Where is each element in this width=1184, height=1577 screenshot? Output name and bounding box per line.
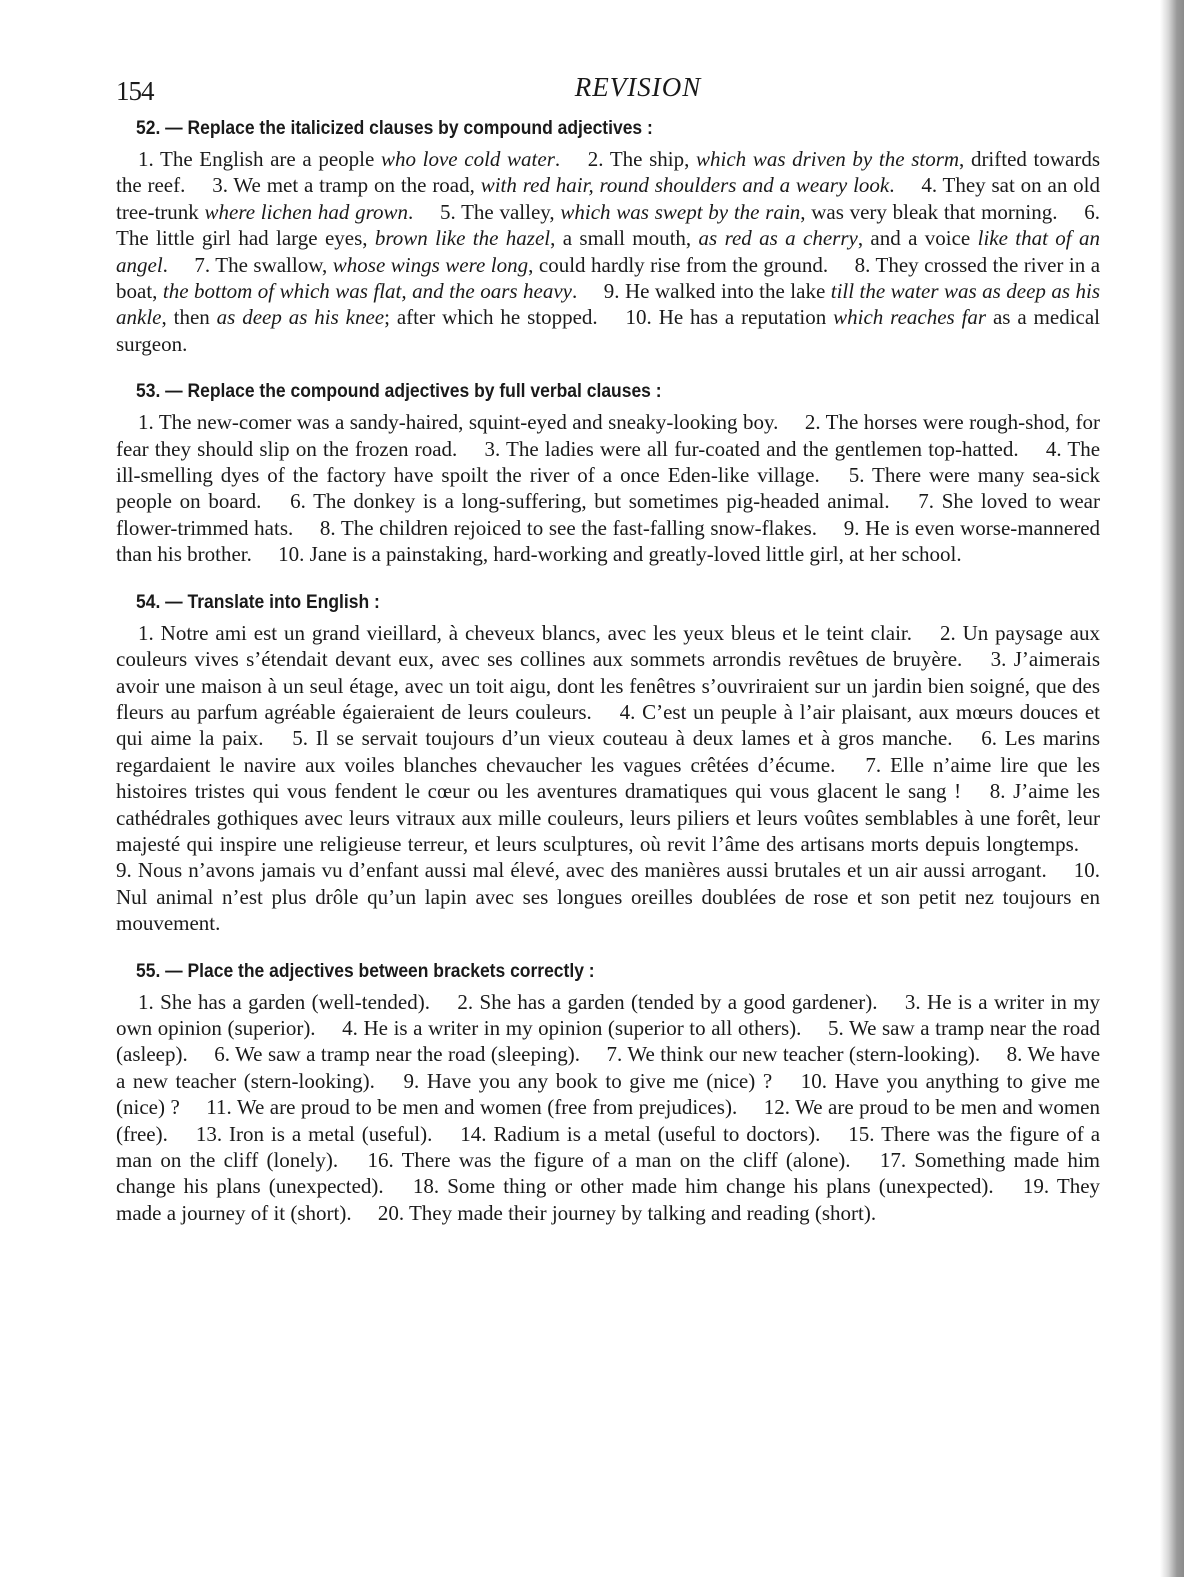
item-number: 7. (194, 252, 216, 277)
exercise-item (214, 1042, 580, 1066)
item-number: 4. (342, 1015, 364, 1040)
italic-clause: till the water was as deep as his ankle (116, 279, 1101, 330)
exercise-item (278, 542, 961, 566)
item-text: J’aimerais avoir une maison à un seul étage, avec un toit aigu, dont les fenêtres s’ouvriraient sur un jardin bien soigné, que des fleurs au parfum agréable égaieraient de leurs couleurs. (116, 647, 1100, 724)
item-number: 6. (214, 1042, 236, 1067)
item-number: 1. (138, 410, 159, 435)
item-number: 2. (457, 989, 480, 1014)
running-title: REVISION (574, 72, 702, 102)
item-number: 1. (138, 989, 161, 1014)
item-text: as a medical surgeon. (116, 305, 1101, 356)
item-number: 15. (848, 1121, 882, 1146)
exercise-instruction: Place the adjectives between brackets correctly : (187, 960, 595, 982)
exercise-item (116, 858, 1047, 882)
item-number: 10. (278, 542, 310, 567)
item-text: , a small mouth, (550, 226, 699, 251)
item-text: They made a journey of it (short). (116, 1174, 1101, 1225)
item-text: . (889, 173, 895, 198)
exercise-body (116, 146, 1100, 357)
exercise-body (116, 989, 1100, 1227)
italic-clause: as deep as his knee (216, 305, 385, 330)
exercise-item (413, 1174, 994, 1198)
item-text: She has a garden (well-tended). (160, 989, 430, 1014)
item-text: There was the figure of a man on the cliff (alone). (401, 1148, 851, 1172)
exercise-item (367, 1148, 850, 1172)
item-text: , and a voice (857, 226, 978, 251)
exercise-item (206, 1095, 737, 1119)
exercise-54 (116, 592, 1100, 937)
exercise-item (138, 990, 430, 1014)
exercise-number: 53. (136, 381, 161, 403)
item-number: 2. (587, 147, 610, 171)
item-text: We saw a tramp near the road (asleep). (116, 1015, 1101, 1067)
item-text: Jane is a painstaking, hard-working and greatly-loved little girl, at her school. (309, 542, 962, 567)
item-text: We think our new teacher (stern-looking). (627, 1042, 981, 1067)
item-text: , drifted towards the reef. (116, 147, 1101, 198)
item-number: 20. (377, 1200, 409, 1225)
exercise-item (460, 1122, 820, 1146)
item-text: The valley, (461, 199, 561, 224)
italic-clause: which was swept by the rain (560, 199, 801, 224)
item-number: 3. (990, 647, 1014, 672)
exercise-number: 54. (136, 591, 161, 613)
item-text: J’aime les cathédrales gothiques avec leurs vitraux aux mille couleurs, leurs piliers et leurs voûtes semblables à une forêt, leur majesté qui inspire une religieuse terreur, et leurs sculptures, où revit l’âme des artisans morts depuis longtemps. (116, 779, 1101, 856)
italic-clause: which reaches far (833, 305, 987, 330)
exercise-number: 52. (136, 118, 161, 139)
item-text: They crossed the river in a boat, (116, 252, 1101, 304)
exercise-53 (116, 381, 1100, 567)
item-text: Something made him change his plans (unexpected). (116, 1148, 1101, 1199)
item-number: 2. (804, 410, 826, 435)
item-text: We saw a tramp near the road (sleeping). (235, 1042, 581, 1067)
item-number: 8. (1006, 1042, 1028, 1067)
item-text: They made their journey by talking and reading (short). (408, 1200, 877, 1225)
italic-clause: where lichen had grown (204, 199, 408, 224)
item-number: 5. (292, 726, 316, 751)
item-text: The children rejoiced to see the fast-falling snow-flakes. (340, 515, 818, 540)
item-text: The horses were rough-shod, for fear they should slip on the frozen road. (116, 410, 1100, 461)
exercise-item (484, 437, 1018, 461)
exercise-body (116, 409, 1100, 567)
exercise-item (607, 1042, 981, 1066)
item-number: 4. (921, 173, 943, 198)
italic-clause: like that of an angel (116, 226, 1100, 277)
item-text: Nul animal n’est plus drôle qu’un lapin avec ses longues oreilles doublées de rose et son petit nez toujours en mouvement. (116, 884, 1100, 936)
item-number: 17. (879, 1148, 915, 1172)
exercise-heading (136, 961, 1023, 983)
dash: — (165, 591, 183, 613)
dash: — (165, 960, 183, 982)
item-text: We are proud to be men and women (free). (116, 1095, 1100, 1146)
item-number: 19. (1022, 1174, 1057, 1199)
item-number: 6. (290, 489, 314, 514)
item-text: She has a garden (tended by a good gardener). (479, 989, 878, 1014)
exercise-heading (136, 381, 1023, 403)
item-number: 4. (619, 699, 643, 724)
item-text: They sat on an old tree-trunk (116, 173, 1100, 224)
item-text: He walked into the lake (624, 279, 831, 304)
item-text: The ill-smelling dyes of the factory have spoilt the river of a once Eden-like village. (116, 436, 1101, 488)
item-number: 3. (484, 436, 507, 461)
exercise-item (196, 1122, 433, 1146)
item-text: Have you any book to give me (nice) ? (426, 1068, 773, 1093)
item-number: 1. (138, 620, 161, 645)
item-text: ; after which he stopped. (384, 305, 598, 330)
item-number: 10. (800, 1068, 835, 1093)
item-number: 5. (827, 1015, 849, 1040)
item-number: 11. (206, 1095, 237, 1120)
item-number: 9. (843, 515, 866, 540)
item-text: He is even worse-mannered than his brother. (116, 515, 1101, 567)
item-text: We met a tramp on the road, (233, 173, 481, 198)
item-number: 10. (1073, 858, 1101, 883)
item-number: 8. (854, 252, 876, 277)
italic-clause: the bottom of which was flat, and the oars heavy (162, 279, 572, 304)
item-number: 6. (1084, 199, 1100, 224)
item-number: 14. (460, 1121, 494, 1146)
item-text: . (162, 252, 168, 277)
exercise-55 (116, 961, 1100, 1227)
exercise-item (212, 173, 894, 197)
item-text: . (571, 279, 578, 304)
item-text: We have a new teacher (stern-looking). (116, 1042, 1101, 1093)
item-text: We are proud to be men and women (free from prejudices). (236, 1095, 738, 1120)
exercise-item (320, 516, 817, 540)
item-text: The new-comer was a sandy-haired, squint-eyed and sneaky-looking boy. (158, 410, 779, 435)
item-text: The swallow, (215, 252, 333, 277)
item-number: 10. (625, 305, 659, 330)
item-text: He is a writer in my own opinion (superior). (116, 989, 1101, 1040)
item-text: . (554, 147, 561, 171)
italic-clause: with red hair, round shoulders and a weary look (480, 173, 890, 198)
exercise-instruction: Replace the compound adjectives by full verbal clauses : (187, 381, 662, 403)
italic-clause: who love cold water (380, 147, 555, 171)
item-text: Il se servait toujours d’un vieux couteau à deux lames et à gros manche. (315, 726, 953, 751)
item-text: Les marins regardaient le navire aux voiles blanches chevaucher les vagues crêtées d’écume. (116, 726, 1101, 777)
exercise-52 (116, 118, 1100, 357)
italic-clause: as red as a cherry (698, 226, 858, 251)
item-text: , was very bleak that morning. (800, 199, 1058, 224)
item-number: 9. (403, 1068, 427, 1093)
item-number: 7. (918, 489, 942, 514)
exercise-item (457, 990, 877, 1014)
item-number: 18. (412, 1174, 448, 1199)
item-number: 5. (848, 463, 873, 488)
exercise-instruction: Translate into English : (187, 591, 380, 613)
item-number: 7. (865, 752, 891, 777)
item-number: 1. (138, 147, 161, 171)
item-number: 8. (989, 779, 1014, 804)
exercise-item (378, 1201, 876, 1225)
item-text: Un paysage aux couleurs vives s’étendait devant eux, avec ses collines aux sommets arrondis revêtues de bruyère. (116, 620, 1101, 672)
item-text: The donkey is a long-suffering, but sometimes pig-headed animal. (313, 489, 890, 514)
item-text: Radium is a metal (useful to doctors). (493, 1121, 821, 1146)
book-gutter-shadow (1160, 0, 1184, 1577)
dash: — (165, 118, 183, 139)
item-text: Iron is a metal (useful). (229, 1121, 433, 1146)
item-text: He is a writer in my opinion (superior to all others). (363, 1015, 802, 1040)
exercise-item (290, 489, 890, 513)
item-number: 13. (195, 1121, 230, 1146)
item-number: 9. (116, 858, 138, 883)
item-text: Nous n’avons jamais vu d’enfant aussi mal élevé, avec des manières aussi brutales et un air aussi arrogant. (137, 858, 1047, 883)
item-text: C’est un peuple à l’air plaisant, aux mœurs douces et qui aime la paix. (116, 699, 1101, 751)
page-number: 154 (116, 76, 154, 106)
running-head (116, 70, 1100, 110)
exercise-item (292, 726, 952, 750)
exercise-instruction: Replace the italicized clauses by compound adjectives : (187, 118, 653, 139)
book-page (116, 70, 1100, 1226)
item-text: Notre ami est un grand vieillard, à cheveux blancs, avec les yeux bleus et le teint clair. (160, 620, 913, 645)
item-number: 9. (603, 279, 625, 304)
item-text: . (407, 199, 414, 224)
exercise-item (138, 147, 560, 171)
exercise-item (138, 621, 912, 645)
item-number: 2. (939, 620, 963, 645)
item-text: The little girl had large eyes, (116, 226, 375, 251)
item-number: 8. (319, 515, 341, 540)
item-text: There were many sea-sick people on board. (116, 463, 1101, 514)
exercise-heading (136, 592, 1023, 614)
item-number: 4. (1045, 436, 1068, 461)
item-number: 16. (367, 1148, 402, 1172)
item-text: He has a reputation (658, 305, 834, 330)
exercise-item (440, 200, 1058, 224)
item-text: Elle n’aime lire que les histoires tristes qui vous fendent le cœur ou les aventures dramatiques qui vous glacent le sang ! (116, 752, 1101, 804)
item-text: The ship, (609, 147, 697, 171)
item-number: 5. (439, 199, 462, 224)
item-number: 3. (904, 989, 928, 1014)
exercise-item (342, 1016, 801, 1040)
italic-clause: brown like the hazel (374, 226, 551, 251)
item-text: The English are a people (160, 147, 381, 171)
exercise-item (404, 1069, 773, 1093)
item-text: Have you anything to give me (nice) ? (116, 1068, 1100, 1120)
item-number: 12. (763, 1095, 796, 1120)
exercise-body (116, 620, 1100, 937)
italic-clause: whose wings were long (332, 252, 529, 277)
item-text: , then (161, 305, 217, 330)
exercise-number: 55. (136, 960, 161, 982)
exercise-item (194, 253, 828, 277)
item-number: 7. (606, 1042, 628, 1067)
item-text: Some thing or other made him change his plans (unexpected). (447, 1174, 994, 1199)
exercise-heading (136, 118, 1023, 140)
item-number: 6. (981, 726, 1005, 751)
item-number: 3. (212, 173, 234, 198)
dash: — (165, 381, 183, 403)
italic-clause: which was driven by the storm (696, 147, 960, 171)
item-text: There was the figure of a man on the cliff (lonely). (116, 1121, 1101, 1172)
item-text: , could hardly rise from the ground. (528, 252, 829, 277)
exercise-item (138, 410, 778, 434)
item-text: She loved to wear flower-trimmed hats. (116, 489, 1101, 540)
item-text: The ladies were all fur-coated and the gentlemen top-hatted. (506, 436, 1019, 461)
